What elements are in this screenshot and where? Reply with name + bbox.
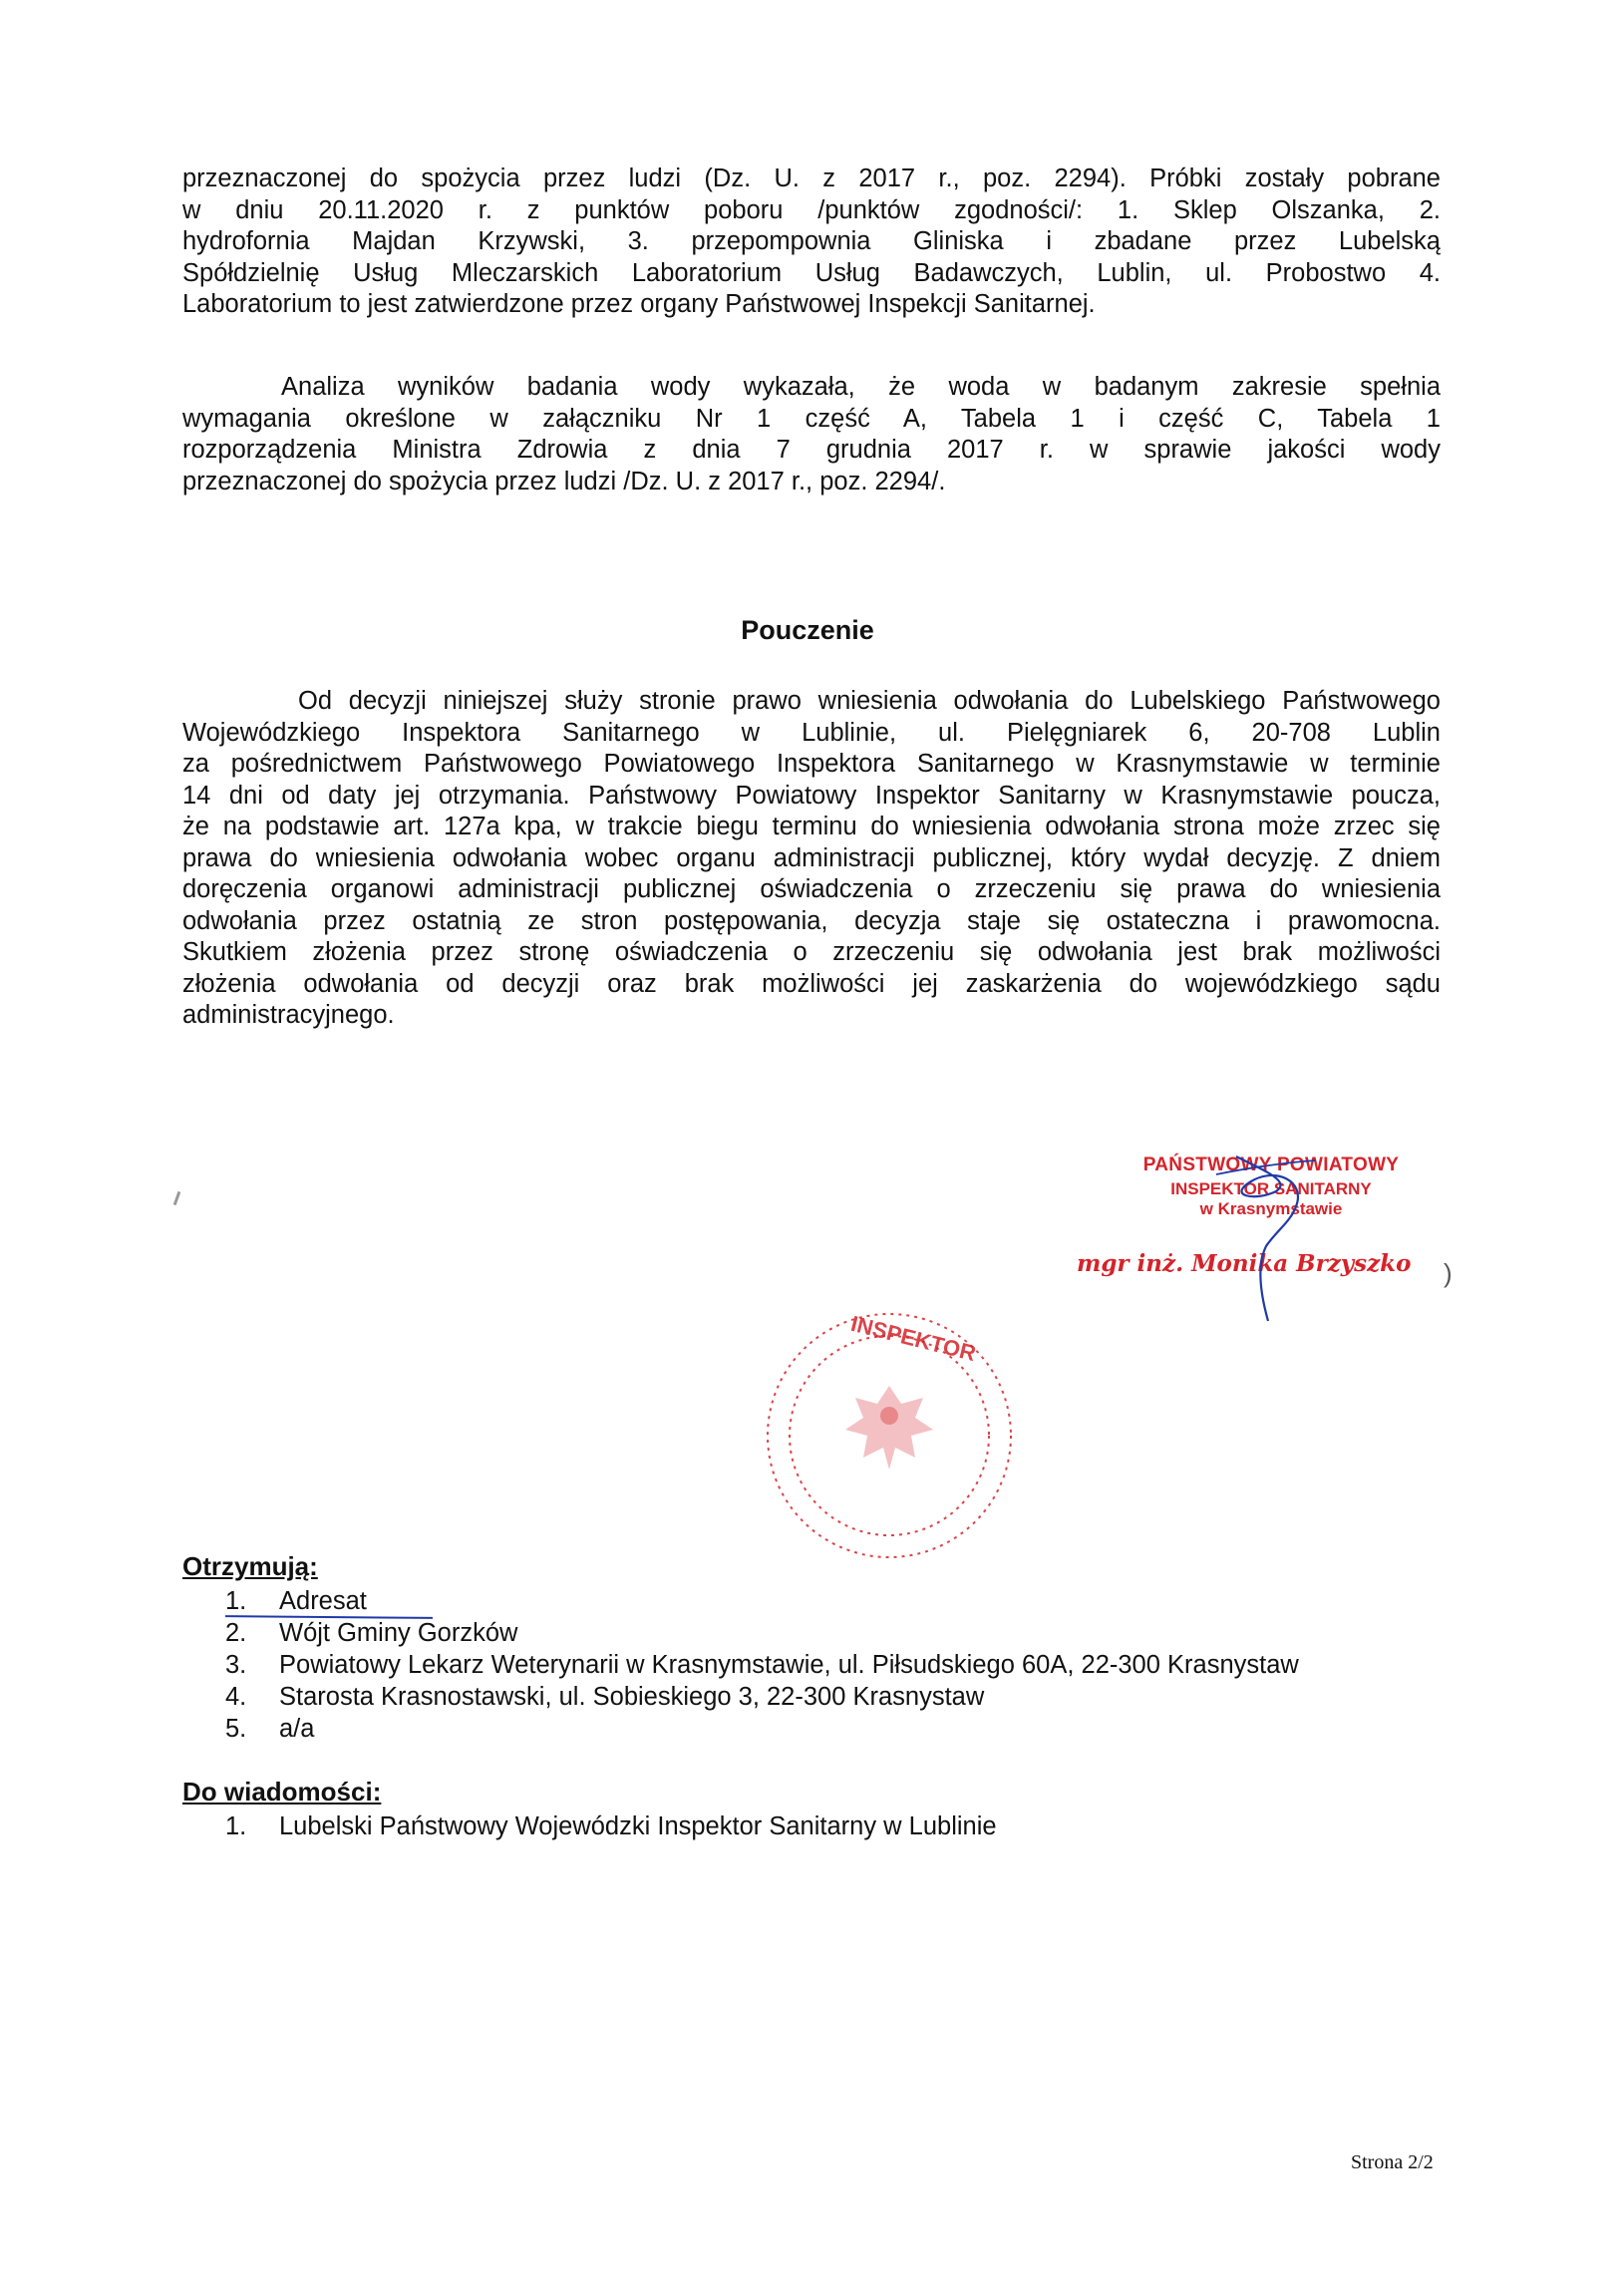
text-line: przeznaczonej do spożycia przez ludzi (Dz. U. z 2017 r., poz. 2294). Próbki zostały pobrane [182,164,1441,192]
stamp-title-line: PAŃSTWOWY POWIATOWY [1142,1154,1400,1175]
text-line: rozporządzenia Ministra Zdrowia z dnia 7 grudnia 2017 r. w sprawie jakości wody [182,436,1441,464]
text-line: za pośrednictwem Państwowego Powiatowego Inspektora Sanitarnego w Krasnymstawie w terminie [182,750,1441,778]
text-line: Laboratorium to jest zatwierdzone przez organy Państwowej Inspekcji Sanitarnej. [182,290,1096,318]
text-line: Analiza wyników badania wody wykazała, że woda w badanym zakresie spełnia [281,373,1441,401]
text-line: odwołania przez ostatnią ze stron postępowania, decyzja staje się ostateczna i prawomocna. [182,906,1441,935]
text-line: Skutkiem złożenia przez stronę oświadczenia o zrzeczeniu się odwołania jest brak możliwości [182,938,1441,966]
text-line: administracyjnego. [182,1001,395,1029]
paragraph-analysis-result [182,372,1441,497]
text-line: Od decyzji niniejszej służy stronie prawo wniesienia odwołania do Lubelskiego Państwowego [298,687,1441,715]
paragraph-sampling-info [182,164,1441,321]
list-item: 2. Wójt Gminy Gorzków [225,1619,518,1647]
list-item: 3. Powiatowy Lekarz Weterynarii w Krasnymstawie, ul. Piłsudskiego 60A, 22-300 Krasnystaw [225,1651,1299,1679]
section-heading-pouczenie: Pouczenie [741,615,874,645]
text-line: Wojewódzkiego Inspektora Sanitarnego w Lublinie, ul. Pielęgniarek 6, 20-708 Lublin [182,718,1441,747]
info-list [225,1810,997,1842]
recipients-list [225,1585,1299,1745]
list-item: 1. Adresat [225,1587,367,1615]
list-item: 5. a/a [225,1715,315,1743]
text-line: wymagania określone w załączniku Nr 1 część A, Tabela 1 i część C, Tabela 1 [182,404,1441,433]
stamp-signatory-name: mgr inż. Monika Brzyszko [1077,1250,1412,1277]
scan-mark: ) [1444,1258,1453,1288]
stamp-title-line: INSPEKTOR SANITARNY [1170,1179,1372,1198]
list-item: 1. Lubelski Państwowy Wojewódzki Inspektor Sanitarny w Lublinie [225,1812,997,1840]
text-line: 14 dni od daty jej otrzymania. Państwowy Powiatowy Inspektor Sanitarny w Krasnymstawie poucza, [182,781,1441,810]
text-line: złożenia odwołania od decyzji oraz brak możliwości jej zaskarżenia do wojewódzkiego sądu [182,969,1441,998]
page-number: Strona 2/2 [1351,2151,1434,2173]
text-line: Spółdzielnię Usług Mleczarskich Laboratorium Usług Badawczych, Lublin, ul. Probostwo 4. [182,258,1441,287]
round-seal-stamp [753,1291,1027,1580]
text-line: prawa do wniesienia odwołania wobec organu administracji publicznej, który wydał decyzję. Z dniem [182,843,1441,872]
stamp-title-line: w Krasnymstawie [1199,1199,1343,1218]
text-line: w dniu 20.11.2020 r. z punktów poboru /punktów zgodności/: 1. Sklep Olszanka, 2. [182,195,1441,224]
list-item: 4. Starosta Krasnostawski, ul. Sobieskiego 3, 22-300 Krasnystaw [225,1683,985,1711]
info-heading: Do wiadomości: [182,1777,382,1806]
seal-text: INSPEKTOR [848,1310,979,1367]
paragraph-appeal-instructions [182,686,1441,1032]
signature-scribble [1196,1137,1515,1336]
recipients-heading: Otrzymują: [182,1551,318,1581]
scan-mark [173,1191,181,1205]
text-line: doręczenia organowi administracji publicznej oświadczenia o zrzeczeniu się prawa do wniesienia [182,875,1441,903]
text-line: przeznaczonej do spożycia przez ludzi /Dz. U. z 2017 r., poz. 2294/. [182,467,946,495]
text-line: że na podstawie art. 127a kpa, w trakcie biegu terminu do wniesienia odwołania strona może zrzec się [182,813,1441,840]
text-line: hydrofornia Majdan Krzywski, 3. przepompownia Gliniska i zbadane przez Lubelską [182,227,1441,255]
